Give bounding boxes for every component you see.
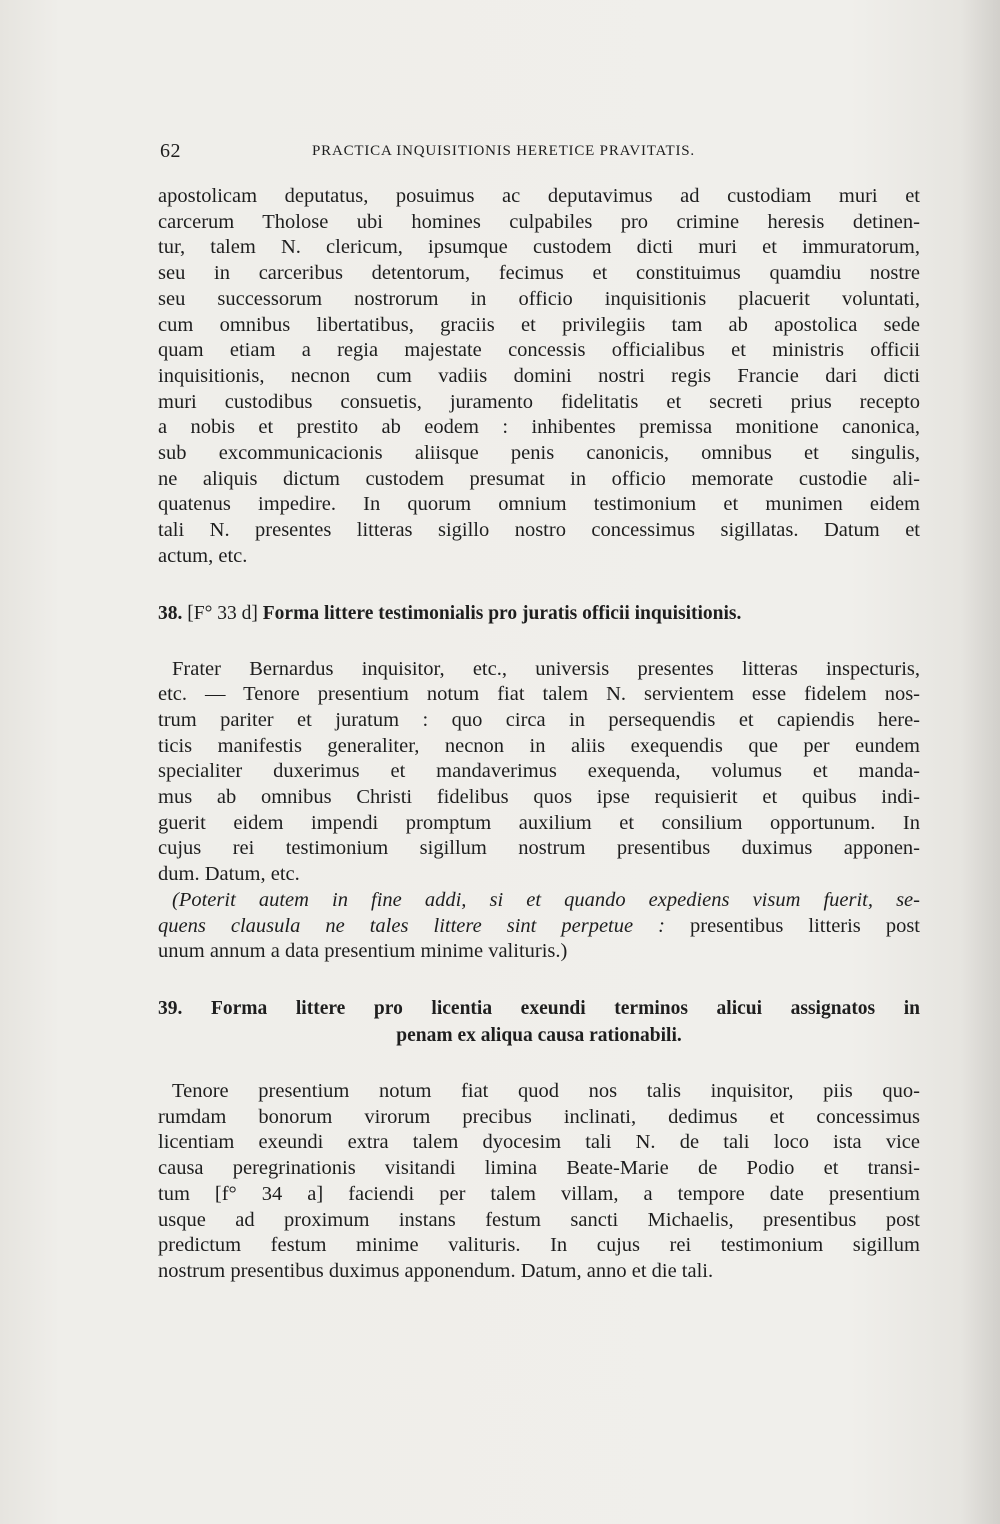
paragraph-continuation [158, 184, 920, 570]
note-line-mixed [158, 914, 920, 940]
text-line: a nobis et prestito ab eodem : inhibentes premissa monitione canonica, [158, 416, 920, 439]
note-roman-part: presentibus litteris post [664, 914, 920, 937]
text-line: quatenus impedire. In quorum omnium testimonium et munimen eidem [158, 493, 920, 516]
section-number: 39. [158, 997, 183, 1019]
text-line: Frater Bernardus inquisitor, etc., universis presentes litteras inspecturis, [172, 657, 920, 680]
note-line: unum annum a data presentium minime valituris.) [158, 940, 568, 963]
section-heading-39 [158, 995, 920, 1049]
text-line: predictum festum minime valituris. In cujus rei testimonium sigillum [158, 1234, 920, 1257]
section-title-line-1: Forma littere pro licentia exeundi terminos alicui assignatos in [210, 997, 921, 1019]
text-line: usque ad proximum instans festum sancti Michaelis, presentibus post [158, 1208, 920, 1231]
note-italic-part: quens clausula ne tales littere sint perpetue : [158, 914, 665, 937]
text-line: rumdam bonorum virorum precibus inclinati, dedimus et concessimus [158, 1105, 920, 1128]
text-line: cujus rei testimonium sigillum nostrum presentibus duximus apponen- [158, 837, 920, 860]
text-line: dum. Datum, etc. [158, 863, 300, 886]
text-line: cum omnibus libertatibus, graciis et privilegiis tam ab apostolica sede [158, 313, 920, 336]
text-line: mus ab omnibus Christi fidelibus quos ipse requisierit et quibus indi- [158, 786, 920, 809]
text-line: quam etiam a regia majestate concessis officialibus et ministris officii [158, 339, 920, 362]
folio-reference: [F° 33 d] [187, 602, 258, 624]
page-gutter-shadow [960, 0, 1000, 1524]
note-line-italic: (Poterit autem in fine addi, si et quando expediens visum fuerit, se- [172, 888, 920, 911]
text-line: sub excommunicacionis aliisque penis canonicis, omnibus et singulis, [158, 442, 920, 465]
text-line: ticis manifestis generaliter, necnon in aliis exequendis que per eundem [158, 734, 920, 757]
page-body [158, 184, 920, 1285]
text-line: carcerum Tholose ubi homines culpabiles pro crimine heresis detinen- [158, 210, 920, 233]
text-line: causa peregrinationis visitandi limina Beate-Marie de Podio et transi- [158, 1157, 920, 1180]
text-line: tum [f° 34 a] faciendi per talem villam, a tempore date presentium [158, 1182, 920, 1205]
paragraph-letter-39 [158, 1079, 920, 1285]
text-line: guerit eidem impendi promptum auxilium et consilium opportunum. In [158, 811, 920, 834]
paragraph-letter-38 [158, 657, 920, 888]
text-line: tali N. presentes litteras sigillo nostro concessimus sigillatas. Datum et [158, 519, 920, 542]
section-number: 38. [158, 602, 183, 624]
page-header [160, 140, 920, 170]
section-title-line-2: penam ex aliqua causa rationabili. [396, 1024, 682, 1046]
text-line: muri custodibus consuetis, juramento fidelitatis et secreti prius recepto [158, 390, 920, 413]
text-line: ne aliquis dictum custodem presumat in officio memorate custodie ali- [158, 467, 920, 490]
text-line: trum pariter et juratum : quo circa in persequendis et capiendis here- [158, 708, 920, 731]
section-title: Forma littere testimonialis pro juratis officii inquisitionis. [262, 602, 742, 624]
text-line: tur, talem N. clericum, ipsumque custodem dicti muri et immuratorum, [158, 236, 920, 259]
running-title: PRACTICA INQUISITIONIS HERETICE PRAVITATIS. [312, 143, 695, 159]
text-line: seu in carceribus detentorum, fecimus et constituimus quamdiu nostre [158, 262, 920, 285]
page-number: 62 [160, 140, 181, 162]
text-line: nostrum presentibus duximus apponendum. Datum, anno et die tali. [158, 1259, 714, 1282]
editorial-note [158, 888, 920, 965]
text-line: licentiam exeundi extra talem dyocesim tali N. de tali loco ista vice [158, 1131, 920, 1154]
text-line: seu successorum nostrorum in officio inquisitionis placuerit voluntati, [158, 287, 920, 310]
text-line: specialiter duxerimus et mandaverimus exequenda, volumus et manda- [158, 760, 920, 783]
text-line: Tenore presentium notum fiat quod nos talis inquisitor, piis quo- [172, 1079, 920, 1102]
text-line: actum, etc. [158, 544, 248, 567]
text-line: apostolicam deputatus, posuimus ac deputavimus ad custodiam muri et [158, 185, 920, 207]
text-line: inquisitionis, necnon cum vadiis domini nostri regis Francie dari dicti [158, 364, 920, 387]
section-heading-38 [158, 600, 920, 627]
text-line: etc. — Tenore presentium notum fiat talem N. servientem esse fidelem nos- [158, 683, 920, 706]
